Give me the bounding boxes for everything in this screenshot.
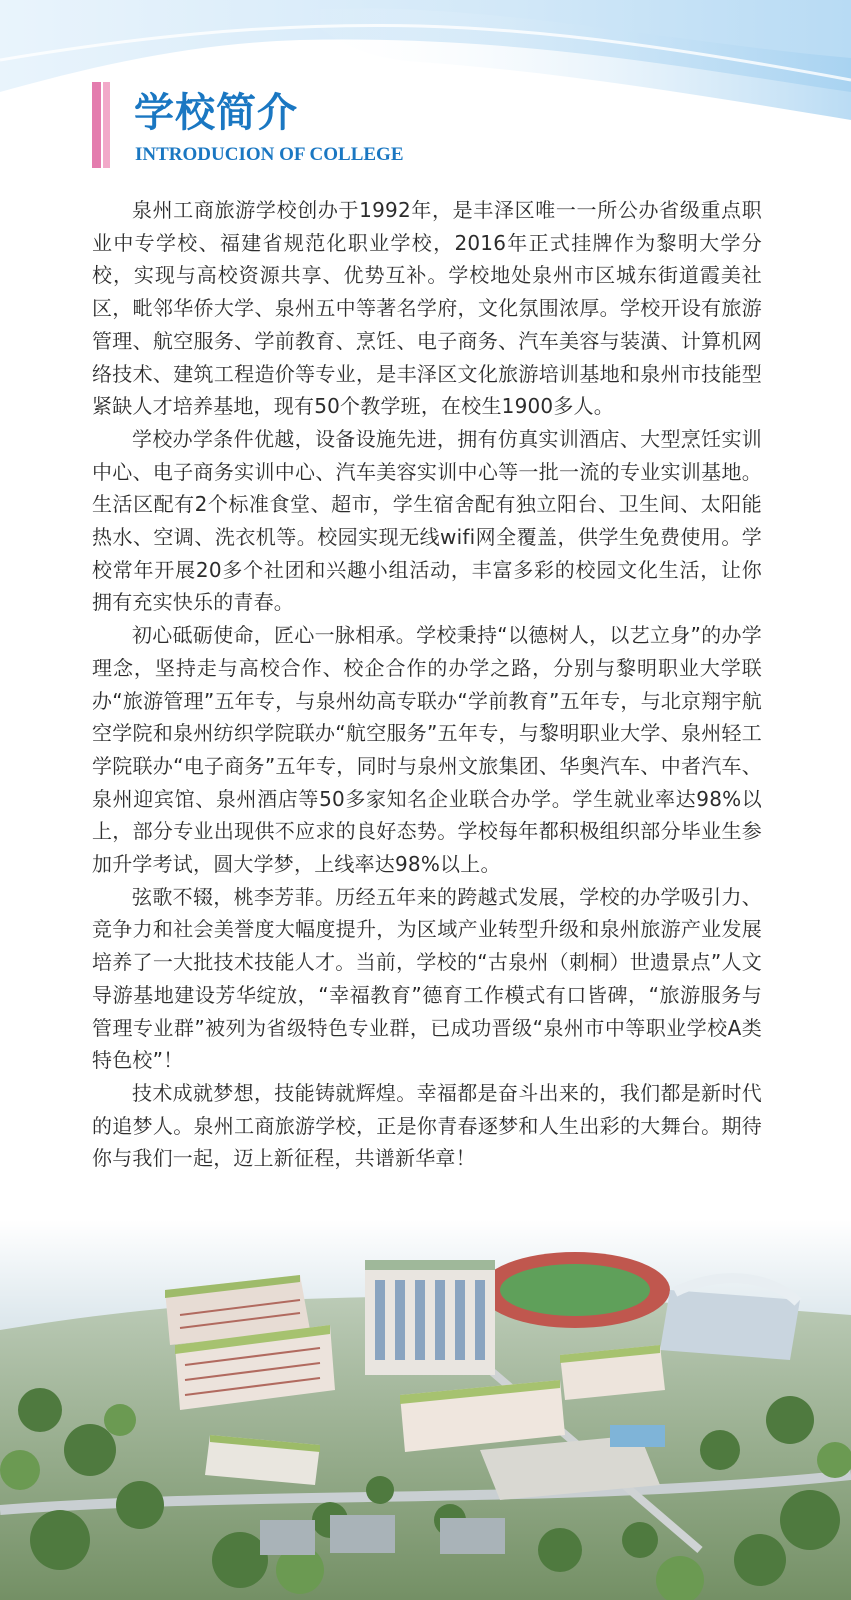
article-body bbox=[92, 194, 762, 1175]
header-wave-decoration bbox=[0, 0, 851, 140]
page-title: 学校简介 bbox=[134, 90, 298, 136]
campus-aerial-image bbox=[0, 1220, 851, 1600]
paragraph-2: 学校办学条件优越，设备设施先进，拥有仿真实训酒店、大型烹饪实训中心、电子商务实训中心、汽车美容实训中心等一批一流的专业实训基地。生活区配有2个标准食堂、超市，学生宿舍配有独立阳台、卫生间、太阳能热水、空调、洗衣机等。校园实现无线wifi网全覆盖，供学生免费使用。学校常年开展20多个社团和兴趣小组活动，丰富多彩的校园文化生活，让你拥有充实快乐的青春。 bbox=[92, 426, 762, 615]
paragraph-4: 弦歌不辍，桃李芳菲。历经五年来的跨越式发展，学校的办学吸引力、竞争力和社会美誉度大幅度提升，为区域产业转型升级和泉州旅游产业发展培养了一大批技术技能人才。当前，学校的“古泉州（刺桐）世遗景点”人文导游基地建设芳华绽放，“幸福教育”德育工作模式有口皆碑，“旅游服务与管理专业群”被列为省级特色专业群，已成功晋级“泉州市中等职业学校A类特色校”！ bbox=[92, 884, 762, 1073]
title-accent-bar bbox=[92, 82, 101, 168]
paragraph-3: 初心砥砺使命，匠心一脉相承。学校秉持“以德树人，以艺立身”的办学理念，坚持走与高校合作、校企合作的办学之路，分别与黎明职业大学联办“旅游管理”五年专，与泉州幼高专联办“学前教育”五年专，与北京翔宇航空学院和泉州纺织学院联办“航空服务”五年专，与黎明职业大学、泉州轻工学院联办“电子商务”五年专，同时与泉州文旅集团、华奥汽车、中者汽车、泉州迎宾馆、泉州酒店等50多家知名企业联合办学。学生就业率达98%以上，部分专业出现供不应求的良好态势。学校每年都积极组织部分毕业生参加升学考试，圆大学梦，上线率达98%以上。 bbox=[92, 623, 762, 877]
title-accent-bar-light bbox=[103, 82, 110, 168]
paragraph-1: 泉州工商旅游学校创办于1992年，是丰泽区唯一一所公办省级重点职业中专学校、福建省规范化职业学校，2016年正式挂牌作为黎明大学分校，实现与高校资源共享、优势互补。学校地处泉州市区城东街道霞美社区，毗邻华侨大学、泉州五中等著名学府，文化氛围浓厚。学校开设有旅游管理、航空服务、学前教育、烹饪、电子商务、汽车美容与装潢、计算机网络技术、建筑工程造价等专业，是丰泽区文化旅游培训基地和泉州市技能型紧缺人才培养基地，现有50个教学班，在校生1900多人。 bbox=[92, 198, 762, 419]
page-subtitle: INTRODUCION OF COLLEGE bbox=[135, 144, 404, 165]
paragraph-5: 技术成就梦想，技能铸就辉煌。幸福都是奋斗出来的，我们都是新时代的追梦人。泉州工商旅游学校，正是你青春逐梦和人生出彩的大舞台。期待你与我们一起，迈上新征程，共谱新华章！ bbox=[92, 1080, 762, 1171]
